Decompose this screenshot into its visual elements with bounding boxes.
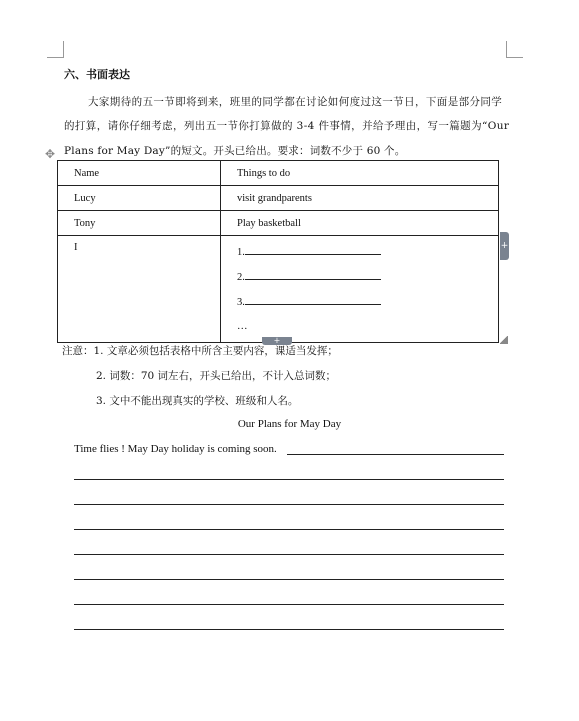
writing-line[interactable] (74, 479, 504, 480)
table-row (58, 186, 499, 211)
writing-line[interactable] (74, 504, 504, 505)
row-name[interactable]: Tony (58, 211, 221, 236)
move-handle-icon[interactable]: ✥ (45, 147, 56, 161)
note-1: 注意：1. 文章必须包括表格中所含主要内容，课适当发挥； (62, 345, 338, 357)
prompt-line-1: 大家期待的五一节即将到来，班里的同学都在讨论如何度过这一节日，下面是部分同学 (88, 96, 503, 108)
prompt-line-2: 的打算，请你仔细考虑，列出五一节你打算做的 3-4 件事情，并给予理由，写一篇题为“Our (64, 120, 510, 132)
page-corner-mark-right (506, 41, 523, 58)
section-heading: 六、书面表达 (64, 68, 130, 81)
row-todo[interactable]: Play basketball (221, 211, 499, 236)
table-row-self (58, 236, 499, 343)
table-row (58, 211, 499, 236)
table-add-column-icon[interactable]: + (500, 232, 509, 260)
prompt-line-3: Plans for May Day”的短文。开头已给出。要求：词数不少于 60 个。 (64, 145, 406, 157)
blank-item-1: 1. (237, 242, 498, 267)
writing-line[interactable] (74, 604, 504, 605)
plans-table (57, 160, 499, 343)
row-name-self[interactable]: I (58, 236, 221, 343)
row-name[interactable]: Lucy (58, 186, 221, 211)
essay-title: Our Plans for May Day (237, 418, 342, 430)
header-name[interactable]: Name (58, 161, 221, 186)
table-resize-icon[interactable] (500, 336, 508, 344)
blank-item-2: 2. (237, 267, 498, 292)
note-3: 3. 文中不能出现真实的学校、班级和人名。 (96, 395, 299, 407)
row-todo[interactable]: visit grandparents (221, 186, 499, 211)
page-corner-mark-left (47, 41, 64, 58)
writing-line[interactable] (74, 629, 504, 630)
note-2: 2. 词数：70 词左右，开头已给出，不计入总词数； (96, 370, 337, 382)
row-todo-self[interactable] (221, 236, 499, 343)
blank-item-3: 3. (237, 292, 498, 317)
header-things-to-do[interactable]: Things to do (221, 161, 499, 186)
writing-line[interactable] (287, 454, 504, 455)
table-add-row-icon[interactable]: + (262, 337, 292, 345)
writing-line[interactable] (74, 529, 504, 530)
writing-line[interactable] (74, 579, 504, 580)
table-header-row (58, 161, 499, 186)
essay-opening: Time flies ! May Day holiday is coming soon. (74, 443, 277, 455)
writing-line[interactable] (74, 554, 504, 555)
blank-item-more: … (237, 321, 248, 332)
